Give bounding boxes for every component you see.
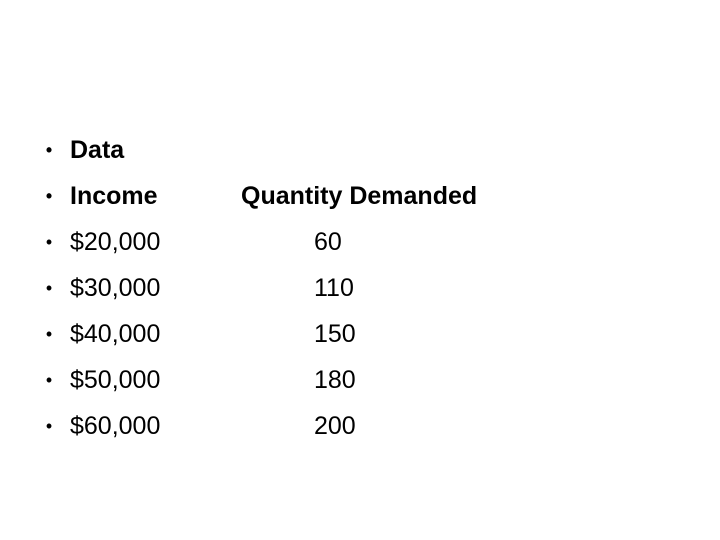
income-value: $20,000 (70, 228, 161, 256)
quantity-header: Quantity Demanded (241, 182, 478, 210)
income-header: Income (70, 182, 158, 210)
bullet-icon: • (45, 232, 53, 252)
bullet-icon: • (45, 324, 53, 344)
bullet-icon: • (45, 140, 53, 160)
quantity-value: 60 (314, 228, 342, 256)
quantity-value: 110 (314, 274, 354, 302)
income-value: $30,000 (70, 274, 161, 302)
income-value: $60,000 (70, 412, 161, 440)
bullet-icon: • (45, 416, 53, 436)
quantity-value: 180 (314, 366, 356, 394)
title-label: Data (70, 136, 125, 164)
quantity-value: 150 (314, 320, 356, 348)
bullet-icon: • (45, 370, 53, 390)
income-value: $40,000 (70, 320, 161, 348)
bullet-icon: • (45, 186, 53, 206)
quantity-value: 200 (314, 412, 356, 440)
income-value: $50,000 (70, 366, 161, 394)
bullet-icon: • (45, 278, 53, 298)
